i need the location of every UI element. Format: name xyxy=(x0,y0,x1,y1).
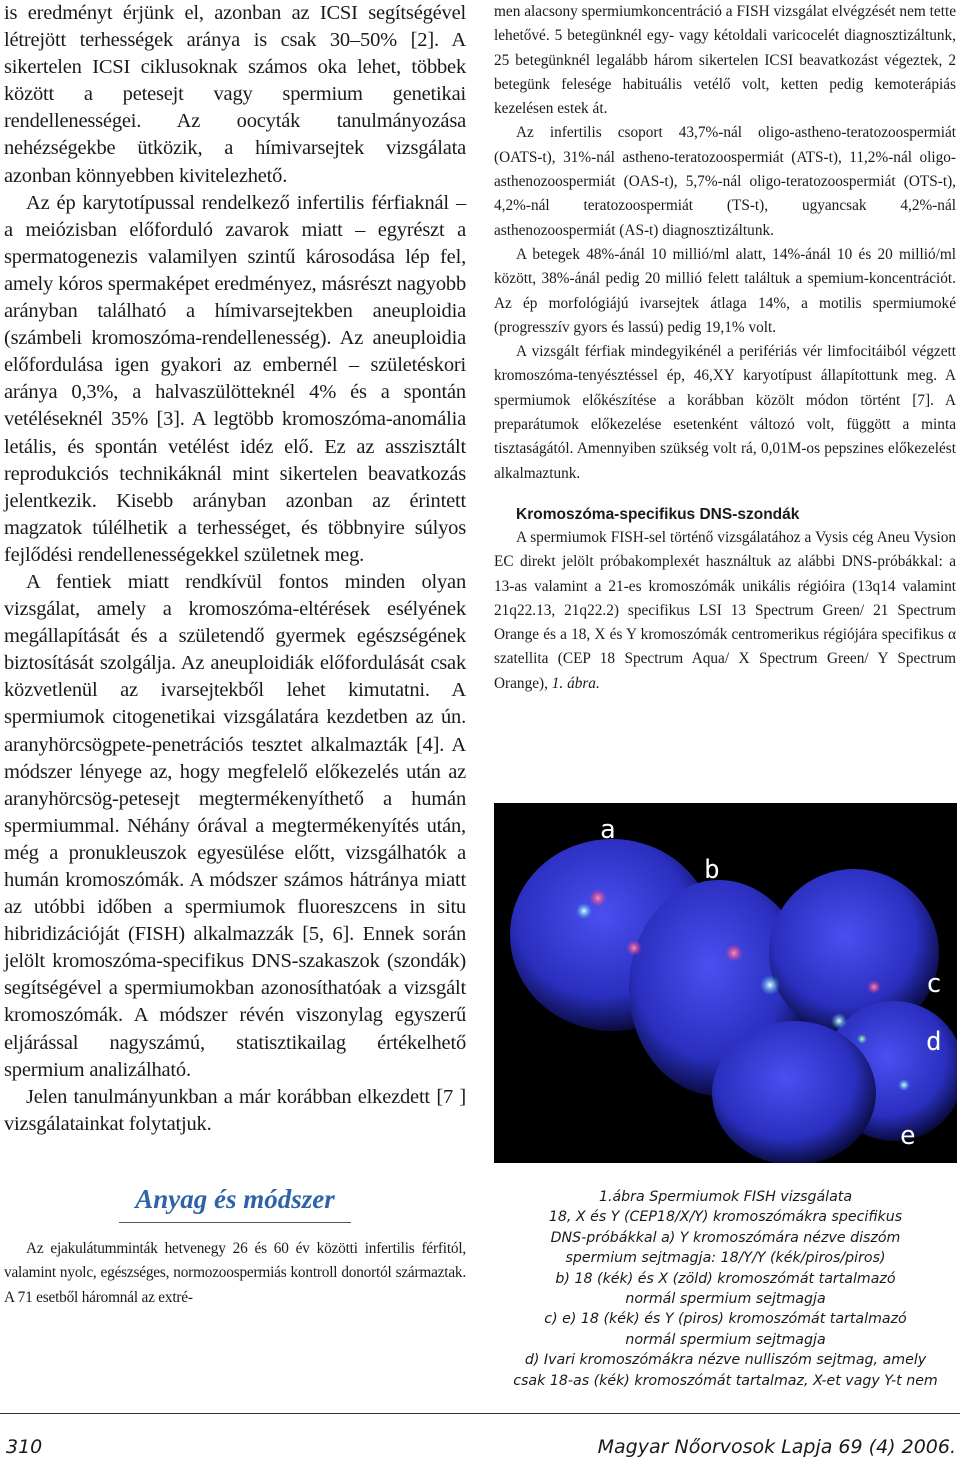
figure-label-c: c xyxy=(926,969,942,999)
figure-caption xyxy=(494,1187,957,1391)
figure-label-a: a xyxy=(600,815,616,845)
fish-signal-aqua xyxy=(898,1079,910,1091)
body-paragraph: A fentiek miatt rendkívül fontos minden olyan vizsgálat, amely a kromoszóma-eltérések esélyének megállapítását és a születendő gyermek egészségének biztosítását szolgálja. Az aneuploidiák előfordulását csak közvetlenül az ivarsejtekből lehet kimutatni. A spermiumok citogenetikai vizsgálatára kezdetben az ún. aranyhörcsögpete-penetrációs tesztet alkalmazták [4]. A módszer lényege az, hogy megfelelő előkezelés után az aranyhörcsög-petesejt megtermékenyíthető a humán spermiummal. Néhány órával a megtermékenyítés után, még a pronukleuszok egyesülése előtt, vizsgálhatók a humán kromoszómák. A módszer számos hátránya miatt az utóbbi időben a spermiumok fluoreszcens in situ hibridizációját (FISH) alkalmazzák [5, 6]. Ennek során jelölt kromoszóma-specifikus DNS-szakaszok (szondák) segítségével a spermiumokban azonosíthatóak a vizsgált kromoszómák. A módszer révén viszonylag egyszerű eljárással nagyszámú, statisztikailag értékelhető spermium analizálható. xyxy=(4,570,466,1081)
section-title: Anyag és módszer xyxy=(135,1183,335,1214)
fish-signal-red xyxy=(867,980,881,994)
fish-signal-red xyxy=(725,944,743,962)
body-paragraph xyxy=(494,526,956,696)
paragraph-text: A spermiumok FISH-sel történő vizsgálatához a Vysis cég Aneu Vysion EC direkt jelölt próbakomplexét használtuk az alábbi DNS-próbákkal: a 13-as valamint a 21-es kromoszómák unikális régióira (13q14 valamint 21q22.13, 21q22.2) specifikus LSI 13 Spectrum Green/ 21 Spectrum Orange és a 18, X és Y kromoszómák centromerikus régiójára specifikus α szatellita (CEP 18 Spectrum Aqua/ X Spectrum Green/ Y Spectrum Orange), xyxy=(494,528,956,692)
caption-line: spermium sejtmagja: 18/Y/Y (kék/piros/piros) xyxy=(565,1250,886,1267)
body-paragraph: Az ejakulátumminták hetvenegy 26 és 60 év közötti infertilis férfitól, valamint nyolc, egészséges, normozoospermiás kontroll donortól származtak. A 71 esetből háromnál az extré- xyxy=(4,1239,466,1306)
caption-line: 1.ábra Spermiumok FISH vizsgálata xyxy=(598,1189,853,1205)
body-paragraph: A betegek 48%-ánál 10 millió/ml alatt, 14%-ánál 10 és 20 millió/ml között, 38%-ánál pedig 20 millió felett találtuk a spemium-koncentrációt. Az ép morfológiájú ivarsejtek átlaga 14%, a motilis spermiumoké (progresszív gyors és lassú) pedig 19,1% volt. xyxy=(494,245,956,336)
page-number: 310 xyxy=(6,1436,43,1458)
fish-signal-red xyxy=(589,889,607,907)
body-paragraph: men alacsony spermiumkoncentráció a FISH vizsgálat elvégzését nem tette lehetővé. 5 betegünknél egy- vagy kétoldali varicocelét diagnosztizáltunk, 25 betegünknél legalább három sikertelen ICSI beavatkozást végeztek, 2 betegünk felesége habituális vetélő volt, ketten pedig kemoterápiás kezelésen estek át. xyxy=(494,3,956,118)
fish-signal-aqua xyxy=(831,1013,847,1029)
caption-line: 18, X és Y (CEP18/X/Y) kromoszómákra specifikus xyxy=(548,1209,903,1226)
figure-label-d: d xyxy=(926,1027,942,1057)
fish-signal-green xyxy=(857,1034,867,1044)
caption-line: b) 18 (kék) és X (zöld) kromoszómát tartalmazó xyxy=(555,1270,896,1287)
body-paragraph: Az infertilis csoport 43,7%-nál oligo-astheno-teratozoospermiát (OATS-t), 31%-nál astheno-teratozoospermiát (ATS-t), 11,2%-nál oligo-asthenozoospermiát (OAS-t), 5,7%-nál oligo-teratozoospermiát (OTS-t), 4,2%-nál teratozoospermiát (TS-t), ugyancsak 4,2%-nál asthenozoospermiát (AS-t) diagnosztizáltunk. xyxy=(494,124,956,239)
fish-micrograph xyxy=(494,803,957,1163)
body-paragraph: Az ép karytotípussal rendelkező infertilis férfiaknál – a meiózisban előforduló zavarok miatt – egyrészt a spermatogenezis valamilyen szintű károsodása lép fel, amely kóros spermaképet eredményez, másrészt nagyobb arányban található a hímivarsejtekben aneuploidia (számbeli kromoszóma-rendellenesség). Az aneuploidia előfordulása igen gyakori az embernél – születéskori aránya 0,3%, a halvaszülötteknél 4% és a spontán vetéléseknél 35% [3]. A legtöbb kromoszóma-anomália letális, és spontán vetélést idéz elő. Ez az asszisztált reprodukciós technikáknál mint sikertelen beavatkozás jelentkezik. Kisebb arányban azonban az érintett magzatok túlélhetik a terhességet, és többnyire súlyos fejlődési rendellenességekkel születnek meg. xyxy=(4,191,466,566)
figure-label-b: b xyxy=(704,855,720,885)
body-paragraph: is eredményt érjünk el, azonban az ICSI segítségével létrejött terhességek aránya is csak 30–50% [2]. A sikertelen ICSI ciklusoknak számos oka lehet, többek között a petesejt vagy spermium genetikai rendellenességei. Az oocyták tanulmányozása nehézségekbe ütközik, a hímivarsejtek vizsgálata azonban könnyebben kivitelezhető. xyxy=(4,2,466,187)
caption-line: d) Ivari kromoszómákra nézve nulliszóm sejtmag, amely xyxy=(524,1352,927,1369)
micrograph-image xyxy=(494,803,957,1163)
fish-signal-red xyxy=(626,940,642,956)
figure-reference: 1. ábra. xyxy=(551,674,600,692)
caption-line: csak 18-as (kék) kromoszómát tartalmaz, X-et vagy Y-t nem xyxy=(513,1372,938,1389)
right-column xyxy=(494,0,956,696)
caption-line: normál spermium sejtmagja xyxy=(625,1331,826,1348)
body-paragraph: A vizsgált férfiak mindegyikénél a perifériás vér limfocitáiból végzett kromoszóma-tenyésztéssel ép, 46,XY karyotípust állapítottunk meg. A spermiumok előkészítése a korábban közölt módon történt [7]. A preparátumok előkezelése esetenként változó volt, függött a minta tisztaságától. Amennyiben szükség volt rá, 0,01M-os pepszines előkezelést alkalmaztunk. xyxy=(494,343,956,482)
left-column xyxy=(4,0,466,1310)
subsection-heading: Kromoszóma-specifikus DNS-szondák xyxy=(516,505,800,523)
fish-signal-aqua xyxy=(576,903,592,919)
body-paragraph: Jelen tanulmányunkban a már korábban elkezdett [7 ] vizsgálatainkat folytatjuk. xyxy=(4,1085,466,1135)
figure-label-e: e xyxy=(900,1121,916,1151)
section-divider xyxy=(119,1222,351,1223)
caption-line: DNS-próbákkal a) Y kromoszómára nézve diszóm xyxy=(550,1229,901,1246)
caption-line: normál spermium sejtmagja xyxy=(625,1291,826,1308)
fish-signal-aqua xyxy=(760,975,780,995)
footer-divider xyxy=(0,1413,960,1414)
journal-citation: Magyar Nőorvosok Lapja 69 (4) 2006. xyxy=(597,1436,956,1458)
nucleus-e xyxy=(712,1021,876,1163)
caption-line: c) e) 18 (kék) és Y (piros) kromoszómát tartalmazó xyxy=(544,1311,907,1328)
